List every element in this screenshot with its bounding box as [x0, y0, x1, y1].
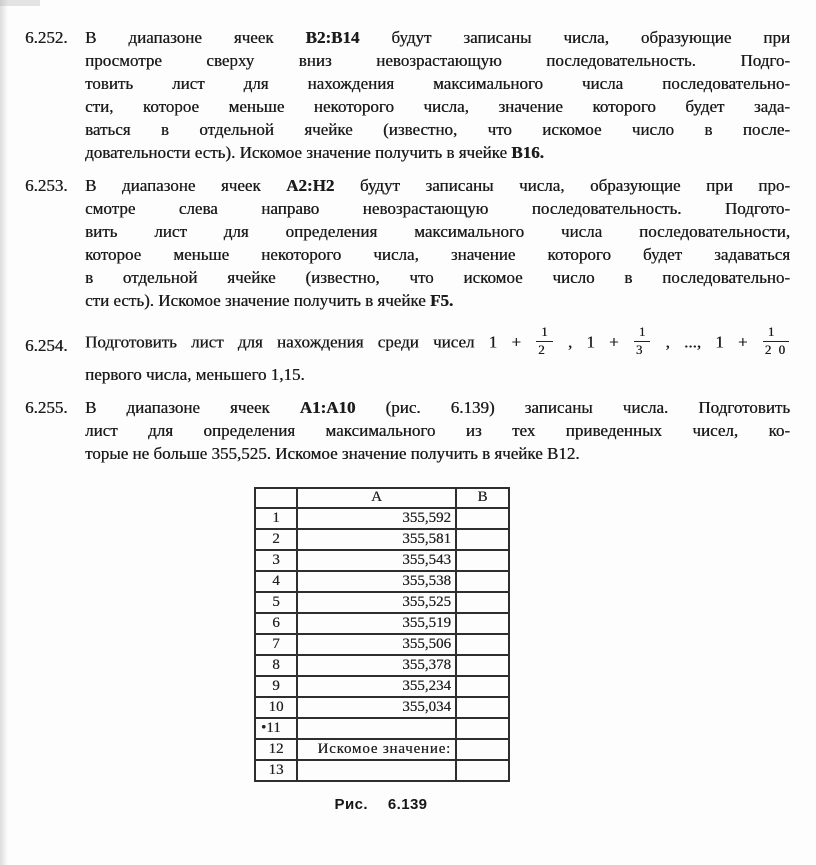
cell-b — [456, 508, 509, 529]
text-line — [85, 118, 790, 141]
cell-a: Искомое значение: — [297, 739, 456, 760]
column-header-B: B — [456, 488, 509, 508]
text-segment: сти есть). Искомое значение получить в ячейке — [85, 291, 430, 310]
table-row — [255, 508, 509, 529]
exercise-text — [85, 174, 790, 312]
text-segment: , 1 + — [553, 332, 633, 352]
text-segment: торые не больше 355,525. Искомое значение получить в ячейке B12. — [85, 443, 580, 463]
text-segment: В диапазоне ячеек — [85, 28, 306, 47]
table-row — [255, 550, 509, 571]
text-line — [85, 324, 790, 360]
cell-a: 355,581 — [297, 529, 456, 550]
text-segment: В диапазоне ячеек — [85, 176, 287, 195]
text-segment: , ..., 1 + — [651, 332, 762, 352]
row-number-cell: •11 — [255, 718, 297, 739]
cell-b — [456, 571, 509, 592]
cell-reference: F5. — [429, 291, 454, 310]
table-row — [255, 718, 509, 739]
table-row — [255, 613, 509, 634]
cell-a: 355,525 — [297, 592, 456, 613]
fraction-denominator: 2 0 — [764, 341, 787, 357]
table-row — [255, 571, 509, 592]
cell-b — [456, 739, 509, 760]
table-row — [255, 760, 509, 781]
fraction-denominator: 3 — [635, 341, 645, 357]
text-line — [85, 220, 790, 243]
text-line — [85, 26, 790, 49]
cell-a: 355,506 — [297, 634, 456, 655]
cell-a: 355,538 — [297, 571, 456, 592]
text-segment: будут записаны числа, образующие при про- — [334, 176, 790, 195]
row-number-cell: 9 — [255, 676, 297, 697]
column-header-A: A — [297, 488, 456, 508]
fraction — [634, 325, 651, 358]
text-line — [85, 419, 790, 442]
row-number-cell: 7 — [255, 634, 297, 655]
exercise-6254 — [0, 322, 816, 386]
figure-caption-label: Рис. — [334, 795, 368, 813]
text-segment: вить лист для определения максимального числа последовательности, — [85, 222, 790, 241]
table-row — [255, 529, 509, 550]
text-line — [85, 95, 790, 118]
text-segment: которое меньше некоторого числа, значение которого будет задаваться — [85, 245, 790, 264]
text-line — [85, 141, 790, 164]
text-line — [85, 442, 790, 465]
row-number-cell: 13 — [255, 760, 297, 781]
exercise-number: 6.252. — [25, 28, 68, 47]
cell-reference: B2:B14 — [305, 28, 360, 47]
header-row — [255, 488, 509, 508]
figure-caption-number: 6.139 — [387, 795, 428, 813]
text-line — [85, 363, 790, 386]
exercise-text — [85, 322, 790, 386]
row-number-cell: 4 — [255, 571, 297, 592]
fraction-denominator: 2 — [538, 341, 547, 357]
row-number-cell: 5 — [255, 592, 297, 613]
table-row — [255, 676, 509, 697]
cell-a: 355,519 — [297, 613, 456, 634]
cell-reference: B16. — [511, 143, 544, 162]
text-segment: будут записаны числа, образующие при — [359, 28, 790, 47]
table-row — [255, 592, 509, 613]
text-segment: ваться в отдельной ячейке (известно, что искомое число в после- — [85, 120, 790, 139]
table-row — [255, 634, 509, 655]
scan-smudge-artifact — [0, 0, 40, 6]
cell-a: 355,378 — [297, 655, 456, 676]
text-line — [85, 266, 790, 289]
exercise-number: 6.254. — [25, 336, 68, 355]
exercise-text — [85, 396, 790, 465]
corner-header-cell — [255, 488, 297, 508]
text-segment: довательности есть). Искомое значение получить в ячейке — [85, 143, 512, 162]
cell-a: 355,034 — [297, 697, 456, 718]
figure-caption — [254, 796, 508, 813]
text-segment: В диапазоне ячеек — [85, 397, 300, 417]
cell-b — [456, 718, 509, 739]
exercise-6253 — [0, 174, 816, 312]
table-row — [255, 697, 509, 718]
row-number-cell: 10 — [255, 697, 297, 718]
text-segment: первого числа, меньшего 1,15. — [85, 364, 305, 384]
cell-a: 355,234 — [297, 676, 456, 697]
fraction — [536, 325, 553, 358]
table-row — [255, 655, 509, 676]
cell-reference: A1:A10 — [299, 397, 356, 417]
spreadsheet-body — [255, 508, 509, 781]
text-segment: (рис. 6.139) записаны числа. Подготовить — [355, 397, 791, 417]
cell-b — [456, 634, 509, 655]
exercise-list — [0, 26, 816, 465]
cell-a — [297, 760, 456, 781]
text-segment: в отдельной ячейке (известно, что искомое число в последовательно- — [85, 268, 790, 287]
fraction-numerator: 1 — [634, 325, 651, 342]
text-line — [85, 197, 790, 220]
cell-reference: A2:H2 — [286, 176, 335, 195]
exercise-number: 6.253. — [25, 176, 68, 195]
cell-b — [456, 529, 509, 550]
cell-a — [297, 718, 456, 739]
table-row — [255, 739, 509, 760]
text-segment: товить лист для нахождения максимального числа последовательно- — [85, 74, 790, 93]
cell-a: 355,543 — [297, 550, 456, 571]
cell-b — [456, 592, 509, 613]
text-line — [85, 243, 790, 266]
text-segment: Подготовить лист для нахождения среди чисел 1 + — [85, 332, 536, 352]
exercise-text — [85, 26, 790, 164]
cell-b — [456, 697, 509, 718]
row-number-cell: 2 — [255, 529, 297, 550]
cell-b — [456, 676, 509, 697]
text-segment: просмотре сверху вниз невозрастающую последовательность. Подго- — [85, 51, 790, 70]
row-number-cell: 3 — [255, 550, 297, 571]
figure-6-139 — [254, 487, 508, 813]
spreadsheet-header-row — [255, 488, 509, 508]
text-line — [85, 72, 790, 95]
fraction — [763, 325, 789, 358]
cell-a: 355,592 — [297, 508, 456, 529]
text-segment: лист для определения максимального из тех приведенных чисел, ко- — [85, 420, 790, 440]
text-segment: смотре слева направо невозрастающую последовательность. Подгото- — [85, 199, 790, 218]
row-number-cell: 8 — [255, 655, 297, 676]
exercise-number: 6.255. — [25, 397, 68, 417]
cell-b — [456, 760, 509, 781]
exercise-6252 — [0, 26, 816, 164]
row-number-cell: 1 — [255, 508, 297, 529]
text-line — [85, 49, 790, 72]
row-number-cell: 6 — [255, 613, 297, 634]
cell-b — [456, 655, 509, 676]
spreadsheet-table — [254, 487, 510, 782]
exercise-6255 — [0, 396, 816, 465]
text-segment: сти, которое меньше некоторого числа, значение которого будет зада- — [85, 97, 790, 116]
fraction-numerator: 1 — [536, 325, 553, 342]
text-line — [85, 289, 790, 312]
text-line — [85, 174, 790, 197]
text-line — [85, 396, 790, 419]
row-number-cell: 12 — [255, 739, 297, 760]
cell-b — [456, 550, 509, 571]
fraction-numerator: 1 — [763, 325, 789, 342]
cell-b — [456, 613, 509, 634]
